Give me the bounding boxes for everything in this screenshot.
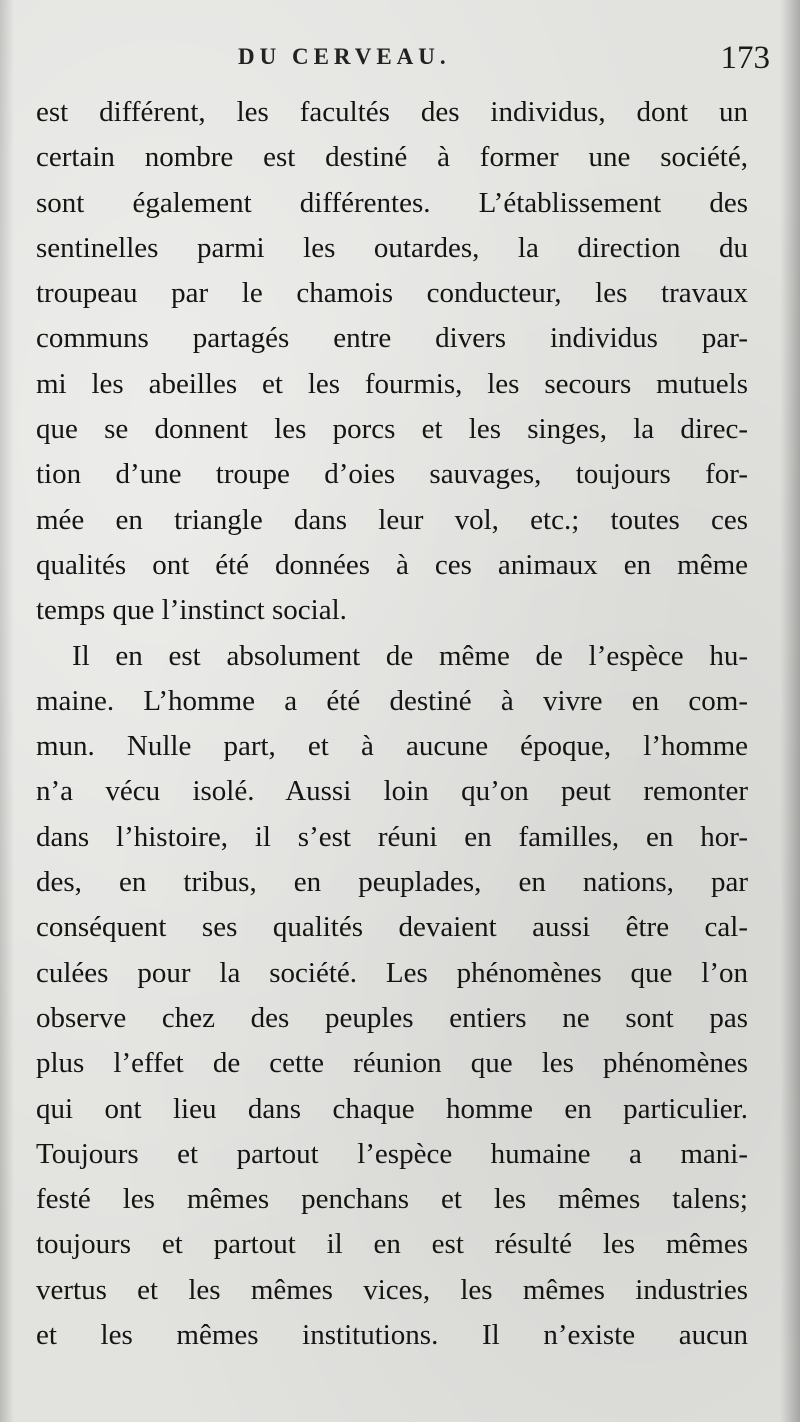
text-line: conséquent ses qualités devaient aussi être cal- [36,911,748,944]
text-line: sont également différentes. L’établissement des [36,186,748,219]
text-line: communs partagés entre divers individus par- [36,322,748,355]
text-line: tion d’une troupe d’oies sauvages, toujours for- [36,458,748,491]
paragraph [36,634,748,1359]
text-line: dans l’histoire, il s’est réuni en familles, en hor- [36,820,748,853]
body-text [36,90,748,1358]
text-line: culées pour la société. Les phénomènes que l’on [36,956,748,989]
page-number: 173 [720,40,770,76]
text-line: maine. L’homme a été destiné à vivre en com- [36,684,748,717]
text-line: est différent, les facultés des individus, dont un [36,96,748,128]
text-line: troupeau par le chamois conducteur, les travaux [36,277,748,310]
text-line: certain nombre est destiné à former une société, [36,141,748,174]
text-line: vertus et les mêmes vices, les mêmes industries [36,1273,748,1306]
text-line: observe chez des peuples entiers ne sont pas [36,1001,748,1034]
text-line: qualités ont été données à ces animaux en même [36,548,748,581]
text-line: Il en est absolument de même de l’espèce hu- [72,639,748,672]
running-title: DU CERVEAU. [238,44,451,69]
text-line: mi les abeilles et les fourmis, les secours mutuels [36,367,748,400]
text-line: n’a vécu isolé. Aussi loin qu’on peut remonter [36,775,748,808]
text-line: que se donnent les porcs et les singes, la direc- [36,413,748,446]
text-line: temps que l’instinct social. [36,594,347,627]
text-line: et les mêmes institutions. Il n’existe aucun [36,1319,748,1352]
text-line: toujours et partout il en est résulté les mêmes [36,1228,748,1261]
text-line: Toujours et partout l’espèce humaine a mani- [36,1137,748,1170]
text-line: mée en triangle dans leur vol, etc.; toutes ces [36,503,748,536]
page-header [0,40,800,84]
paragraph [36,90,748,634]
text-line: plus l’effet de cette réunion que les phénomènes [36,1047,748,1080]
text-line: des, en tribus, en peuplades, en nations, par [36,866,748,899]
text-line: sentinelles parmi les outardes, la direction du [36,231,748,264]
text-line: mun. Nulle part, et à aucune époque, l’homme [36,730,748,763]
text-line: festé les mêmes penchans et les mêmes talens; [36,1183,748,1216]
text-line: qui ont lieu dans chaque homme en particulier. [36,1092,748,1125]
